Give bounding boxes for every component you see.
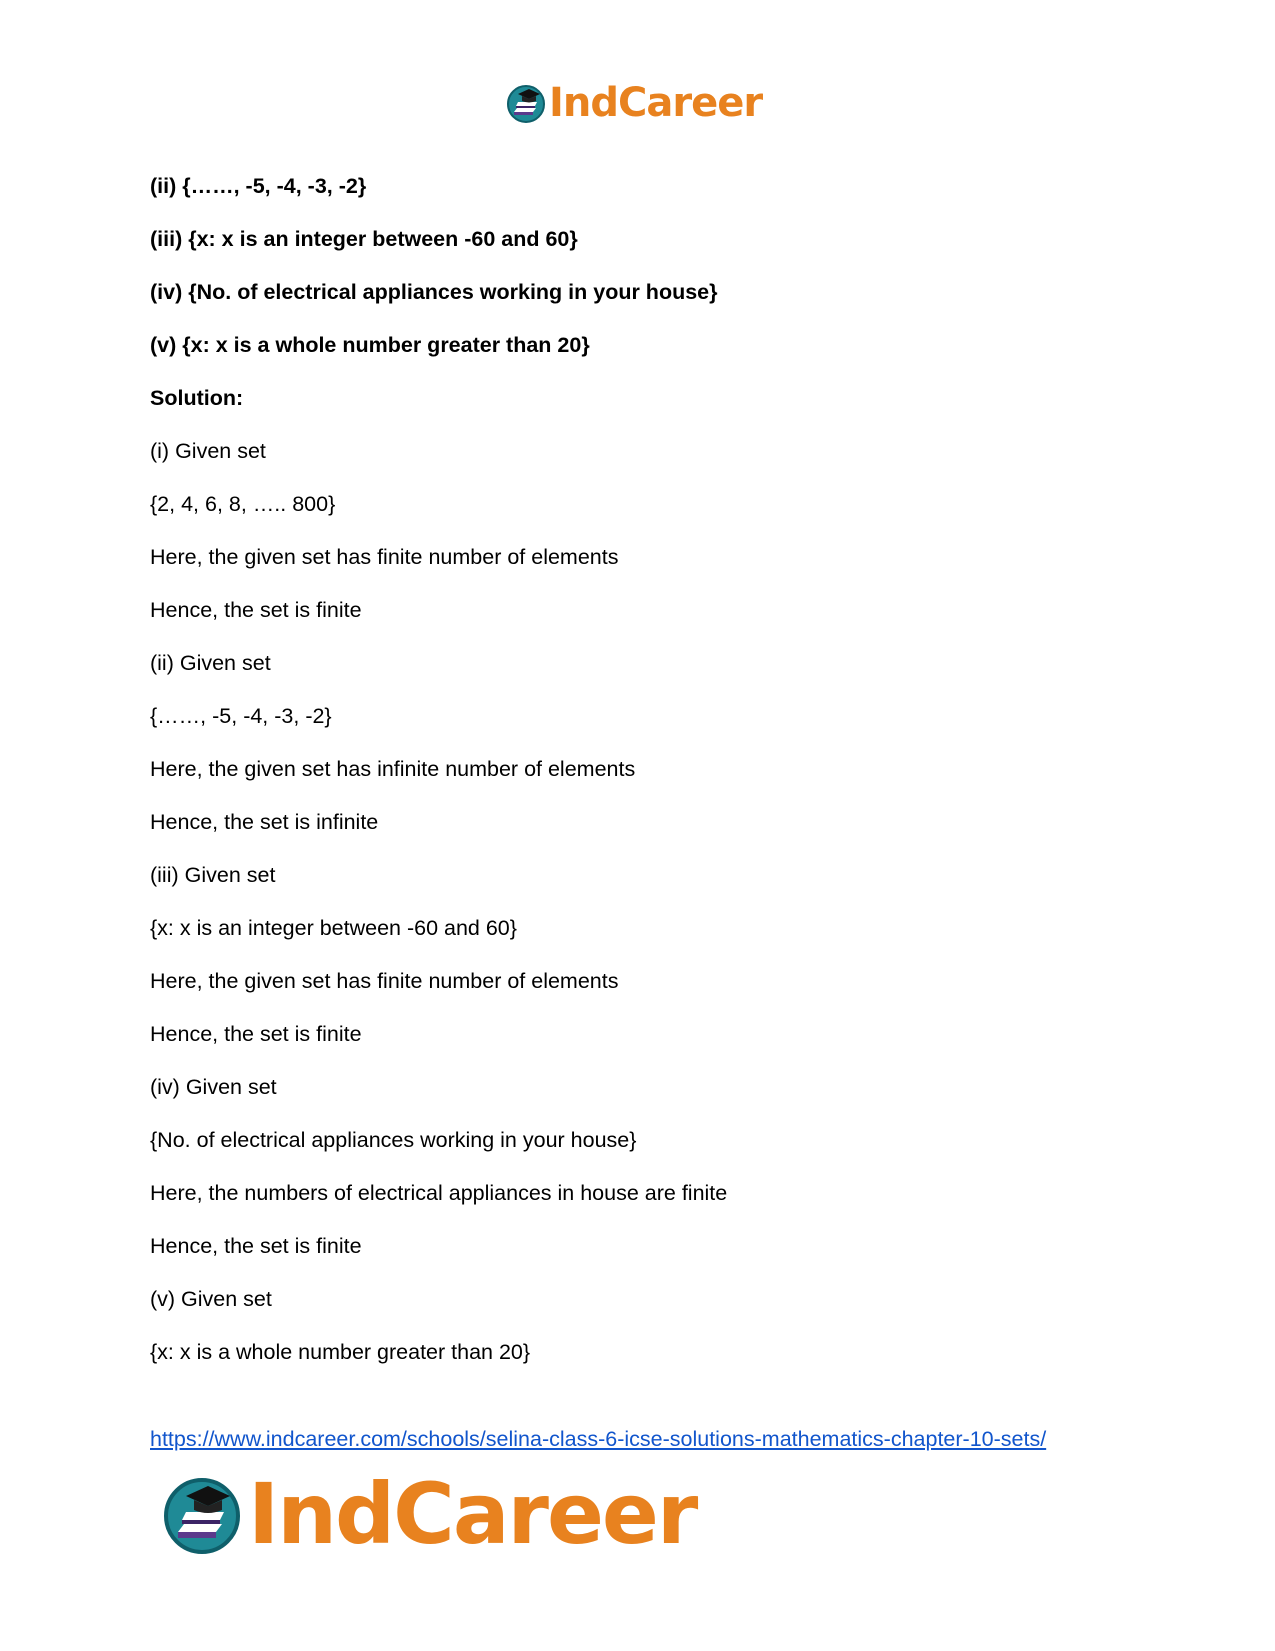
solution-line: {x: x is a whole number greater than 20} — [150, 1340, 531, 1364]
question-line: (iv) {No. of electrical appliances working in your house} — [150, 280, 718, 304]
question-line: (ii) {……, -5, -4, -3, -2} — [150, 174, 367, 198]
footer-logo — [160, 1465, 697, 1563]
solution-line: (v) Given set — [150, 1287, 272, 1311]
logo-text: IndCareer — [248, 1465, 697, 1563]
solution-line: Hence, the set is finite — [150, 598, 362, 622]
question-line: (v) {x: x is a whole number greater than 20} — [150, 333, 590, 357]
solution-line: Hence, the set is infinite — [150, 810, 379, 834]
solution-line: Hence, the set is finite — [150, 1022, 362, 1046]
question-line: (iii) {x: x is an integer between -60 and 60} — [150, 227, 578, 251]
solution-line: {x: x is an integer between -60 and 60} — [150, 916, 517, 940]
solution-line: (i) Given set — [150, 439, 266, 463]
solution-line: Here, the given set has finite number of elements — [150, 969, 619, 993]
solution-line: (iii) Given set — [150, 863, 276, 887]
solution-line: {No. of electrical appliances working in your house} — [150, 1128, 637, 1152]
solution-line: Here, the given set has finite number of elements — [150, 545, 619, 569]
solution-line: Here, the numbers of electrical appliances in house are finite — [150, 1181, 728, 1205]
solution-line: (iv) Given set — [150, 1075, 277, 1099]
globe-book-graduation-cap-icon — [160, 1472, 244, 1556]
solution-line: Here, the given set has infinite number of elements — [150, 757, 636, 781]
logo-text: IndCareer — [549, 80, 763, 126]
solution-line: {……, -5, -4, -3, -2} — [150, 704, 332, 728]
solution-line: Hence, the set is finite — [150, 1234, 362, 1258]
source-link[interactable]: https://www.indcareer.com/schools/selina-class-6-icse-solutions-mathematics-chapter-10-sets/ — [150, 1427, 1047, 1451]
solution-line: {2, 4, 6, 8, ….. 800} — [150, 492, 336, 516]
header-logo — [505, 80, 762, 126]
solution-heading: Solution: — [150, 386, 244, 410]
globe-book-graduation-cap-icon — [505, 82, 547, 124]
solution-line: (ii) Given set — [150, 651, 271, 675]
